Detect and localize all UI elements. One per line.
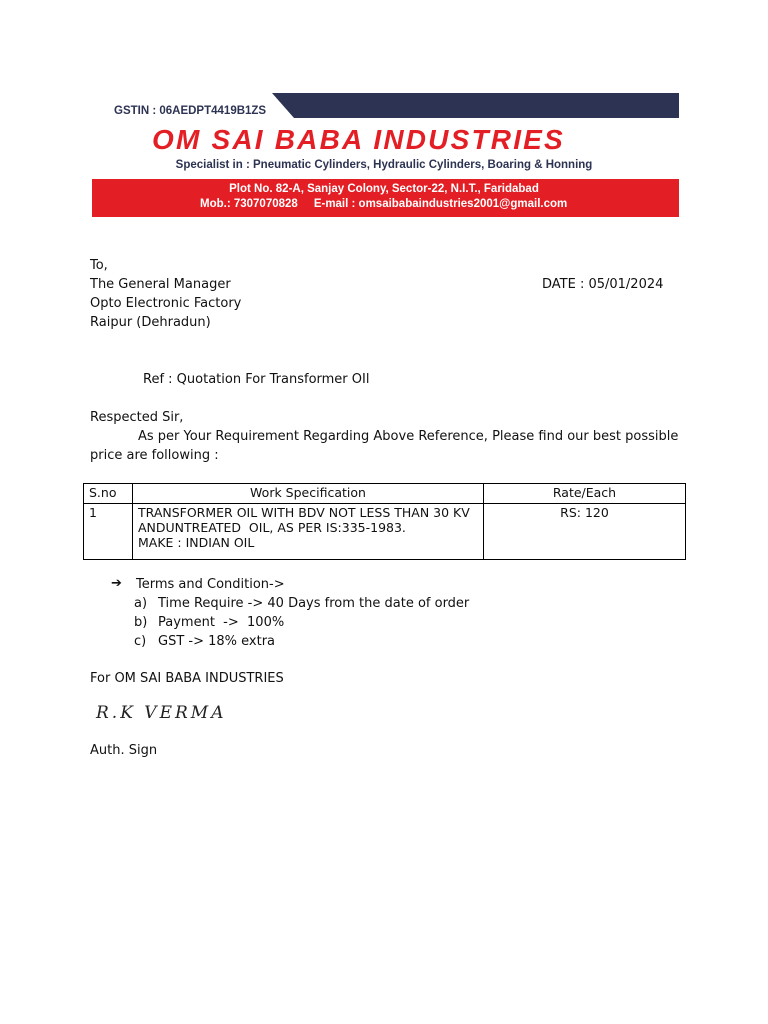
letterhead-dark-band (272, 93, 679, 118)
term-marker: a) (134, 596, 148, 611)
salutation: Respected Sir, (90, 410, 184, 425)
row-specification (133, 504, 484, 560)
recipient-organization: Opto Electronic Factory (90, 296, 242, 311)
arrow-right-icon: ➔ (111, 576, 122, 591)
header-work-specification: Work Specification (133, 484, 484, 504)
gstin-number: GSTIN : 06AEDPT4419B1ZS (114, 105, 267, 117)
term-text: GST -> 18% extra (158, 634, 276, 649)
row-rate: RS: 120 (484, 504, 686, 560)
spec-line: MAKE : INDIAN OIL (138, 535, 255, 550)
spec-line: ANDUNTREATED OIL, AS PER IS:335-1983. (138, 520, 406, 535)
row-sno: 1 (84, 504, 133, 560)
letter-date: DATE : 05/01/2024 (542, 277, 664, 292)
table-header-row (84, 484, 686, 504)
auth-sign-label: Auth. Sign (90, 743, 158, 758)
table-row (84, 504, 686, 560)
to-label: To, (90, 258, 108, 273)
company-name: OM SAI BABA INDUSTRIES (152, 124, 565, 155)
header-rate: Rate/Each (484, 484, 686, 504)
handwritten-signature: R.K VERMA (96, 703, 227, 723)
intro-line-1: As per Your Requirement Regarding Above Reference, Please find our best possible (138, 429, 679, 444)
recipient-location: Raipur (Dehradun) (90, 315, 211, 330)
contact-line (200, 198, 567, 210)
mobile-number: Mob.: 7307070828 (200, 198, 298, 210)
company-address: Plot No. 82-A, Sanjay Colony, Sector-22, N.I.T., Faridabad (229, 183, 539, 195)
email-address: E-mail : omsaibabaindustries2001@gmail.com (313, 198, 568, 210)
header-sno: S.no (84, 484, 133, 504)
specialist-line: Specialist in : Pneumatic Cylinders, Hydraulic Cylinders, Boaring & Honning (175, 159, 593, 171)
term-marker: b) (134, 615, 148, 630)
closing-line: For OM SAI BABA INDUSTRIES (90, 671, 284, 686)
spec-line: TRANSFORMER OIL WITH BDV NOT LESS THAN 30 KV (138, 505, 470, 520)
intro-line-2: price are following : (90, 448, 219, 463)
quotation-table (83, 483, 686, 560)
recipient-title: The General Manager (90, 277, 231, 292)
term-text: Time Require -> 40 Days from the date of order (158, 596, 470, 611)
terms-title: Terms and Condition-> (136, 577, 285, 592)
reference-line: Ref : Quotation For Transformer OIl (143, 372, 370, 387)
term-text: Payment -> 100% (158, 615, 285, 630)
term-marker: c) (134, 634, 147, 649)
